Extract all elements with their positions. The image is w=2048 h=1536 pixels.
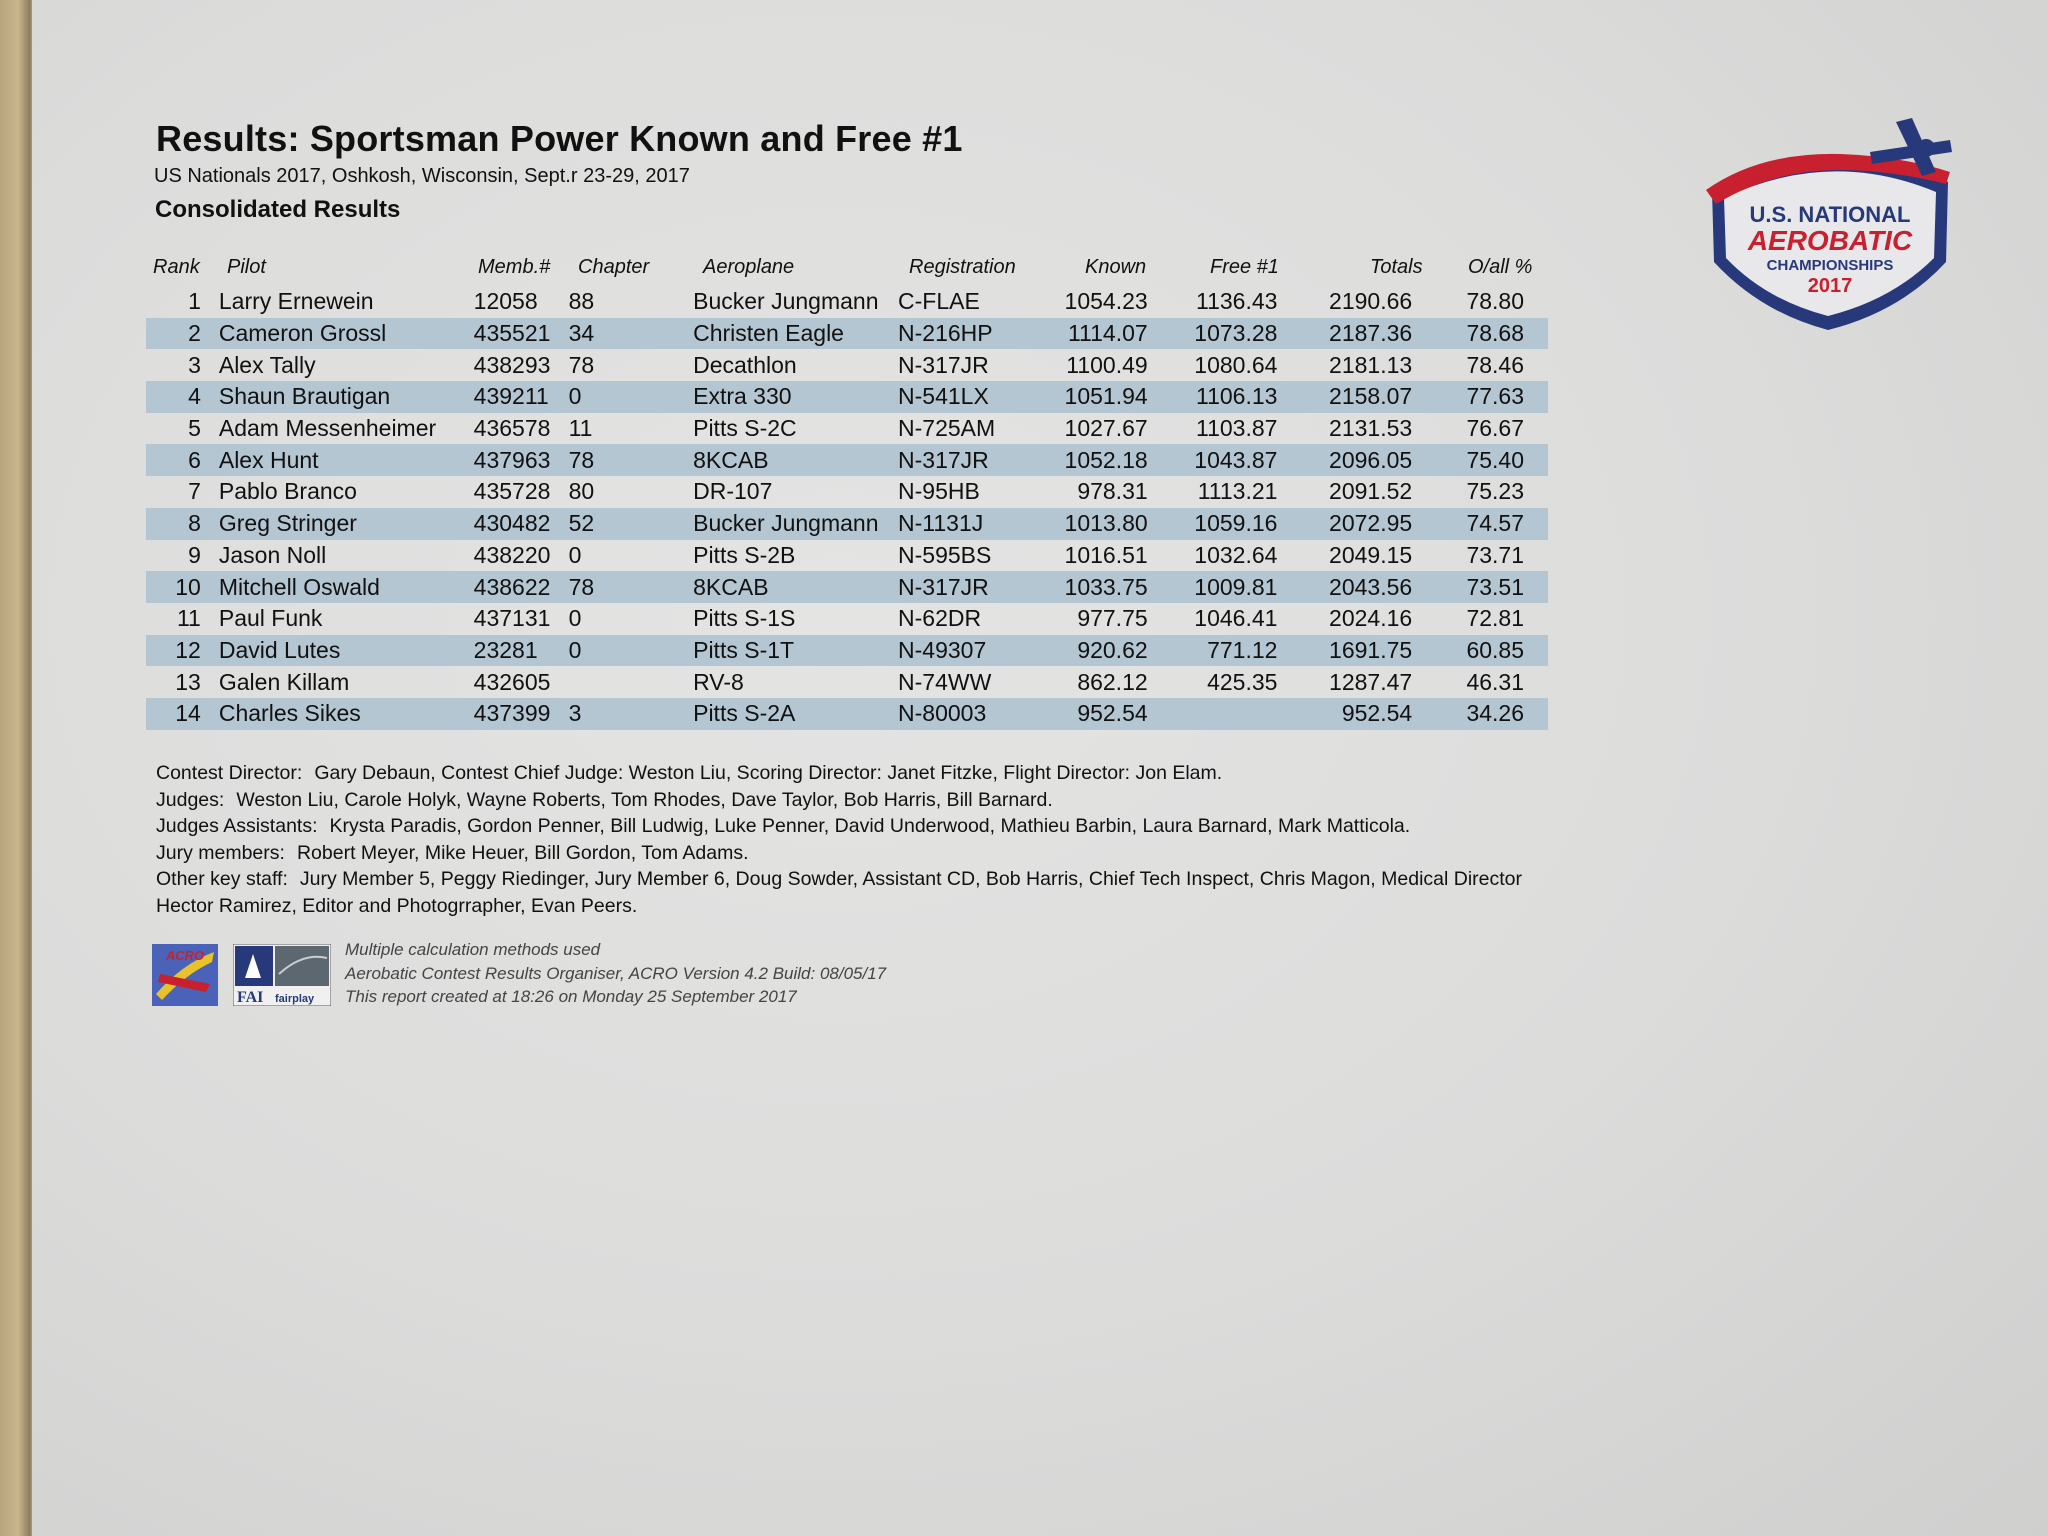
- cell-chapter: 52: [569, 508, 694, 540]
- cell-total: 2131.53: [1329, 415, 1413, 442]
- table-row: [146, 635, 1548, 667]
- cell-total: 2096.05: [1277, 444, 1412, 476]
- results-table: [146, 286, 1548, 730]
- cell-pilot: David Lutes: [211, 635, 474, 667]
- footer-line: Aerobatic Contest Results Organiser, ACRO Version 4.2 Build: 08/05/17: [345, 963, 887, 983]
- table-row: [146, 349, 1548, 381]
- cell-rank: 9: [188, 541, 201, 568]
- cell-chapter: 78: [568, 351, 595, 378]
- cell-free: 1043.87: [1148, 444, 1278, 476]
- footer-line: This report created at 18:26 on Monday 25 September 2017: [345, 987, 797, 1006]
- cell-pilot: Alex Hunt: [211, 444, 474, 476]
- svg-text:ACRO: ACRO: [165, 948, 205, 963]
- staff-line: Judges Assistants: Krysta Paradis, Gordon Penner, Bill Ludwig, Luke Penner, David Underwood, Mathieu Barbin, Laura Barnard, Mark Matticola.: [156, 815, 1411, 837]
- cell-registration: N-725AM: [898, 415, 996, 442]
- cell-rank: 7: [188, 478, 201, 505]
- footer-line: Multiple calculation methods used: [345, 940, 601, 959]
- cell-rank: 11: [176, 605, 201, 632]
- cell-registration: N-95HB: [898, 478, 980, 505]
- cell-rank: 14: [146, 698, 211, 730]
- cell-total: 1691.75: [1277, 635, 1412, 667]
- cell-registration: N-317JR: [898, 351, 989, 378]
- cell-memb: 23281: [474, 635, 569, 667]
- cell-memb: 430482: [474, 508, 569, 540]
- cell-rank: 4: [146, 381, 211, 413]
- cell-aeroplane: Pitts S-2C: [693, 415, 797, 442]
- cell-total: 2158.07: [1277, 381, 1412, 413]
- cell-oall: 77.63: [1412, 381, 1548, 413]
- cell-chapter: 0: [568, 541, 582, 568]
- cell-known: 1052.18: [1028, 444, 1148, 476]
- cell-registration: N-541LX: [898, 381, 1028, 413]
- cell-oall: 46.31: [1466, 668, 1524, 695]
- table-row: [146, 318, 1548, 350]
- cell-pilot: Adam Messenheimer: [218, 415, 437, 442]
- table-row: [146, 698, 1548, 730]
- cell-memb: 437963: [474, 444, 569, 476]
- staff-line: Contest Director: Gary Debaun, Contest Chief Judge: Weston Liu, Scoring Director: Janet Fitzke, Flight Director: Jon Elam.: [156, 762, 1223, 784]
- svg-text:fairplay: fairplay: [275, 993, 315, 1005]
- cell-aeroplane: RV-8: [693, 668, 744, 695]
- cell-registration: N-80003: [898, 698, 1028, 730]
- cell-pilot: Charles Sikes: [211, 698, 474, 730]
- cell-chapter: 0: [568, 605, 582, 632]
- cell-chapter: 0: [569, 381, 694, 413]
- cell-registration: N-1131J: [898, 508, 1028, 540]
- cell-free: 771.12: [1148, 635, 1278, 667]
- report-footer: [345, 938, 886, 1009]
- cell-chapter: 34: [569, 318, 694, 350]
- cell-chapter: 88: [568, 288, 595, 315]
- header-aeroplane: Aeroplane: [703, 256, 795, 278]
- cell-known: 1114.07: [1028, 318, 1148, 350]
- cell-free: 1136.43: [1196, 288, 1278, 315]
- header-registration: Registration: [909, 256, 1016, 278]
- logo-line-3: CHAMPIONSHIPS: [1766, 257, 1894, 274]
- cell-rank: 13: [175, 668, 201, 695]
- cell-aeroplane: Pitts S-1T: [693, 635, 898, 667]
- cell-oall: 75.40: [1412, 444, 1548, 476]
- cell-total: 2024.16: [1329, 605, 1413, 632]
- cell-chapter: 80: [568, 478, 595, 505]
- cell-memb: 437399: [474, 698, 569, 730]
- cell-pilot: Pablo Branco: [218, 478, 357, 505]
- header-known: Known: [1085, 256, 1147, 278]
- cell-aeroplane: Pitts S-1S: [693, 605, 796, 632]
- cell-pilot: Paul Funk: [218, 605, 323, 632]
- acro-logo: [152, 944, 218, 1006]
- cell-registration: C-FLAE: [898, 288, 980, 315]
- cell-oall: 73.51: [1412, 571, 1548, 603]
- table-row: [146, 508, 1548, 540]
- cell-aeroplane: Christen Eagle: [693, 318, 898, 350]
- cell-known: 1033.75: [1028, 571, 1148, 603]
- cell-memb: 437131: [473, 605, 551, 632]
- cell-oall: 34.26: [1412, 698, 1548, 730]
- cell-oall: 78.68: [1412, 318, 1548, 350]
- cell-known: 1013.80: [1028, 508, 1148, 540]
- table-row: [146, 413, 1548, 445]
- cell-pilot: Jason Noll: [218, 541, 327, 568]
- cell-memb: 432605: [473, 668, 551, 695]
- header-chapter: Chapter: [578, 256, 650, 278]
- cell-free: 1106.13: [1148, 381, 1278, 413]
- cell-memb: 438622: [474, 571, 569, 603]
- fai-fairplay-logo: [233, 944, 331, 1006]
- cell-chapter: 78: [569, 571, 694, 603]
- table-row: [146, 286, 1548, 318]
- cell-known: 977.75: [1077, 605, 1148, 632]
- cell-total: 1287.47: [1329, 668, 1413, 695]
- header-free: Free #1: [1210, 256, 1279, 278]
- section-heading: Consolidated Results: [155, 196, 401, 223]
- cell-aeroplane: Bucker Jungmann: [693, 508, 898, 540]
- cell-known: 952.54: [1028, 698, 1148, 730]
- cell-oall: 78.80: [1466, 288, 1524, 315]
- table-row: [146, 476, 1548, 508]
- staff-line: Jury members: Robert Meyer, Mike Heuer, Bill Gordon, Tom Adams.: [156, 841, 749, 864]
- header-rank: Rank: [153, 256, 200, 278]
- cell-aeroplane: Pitts S-2B: [693, 541, 796, 568]
- table-row: [146, 540, 1548, 572]
- cell-memb: 439211: [474, 381, 569, 413]
- cell-memb: 436578: [473, 415, 551, 442]
- cell-known: 862.12: [1077, 668, 1148, 695]
- header-totals: Totals: [1370, 256, 1423, 278]
- table-row: [146, 603, 1548, 635]
- cell-total: 2181.13: [1329, 351, 1413, 378]
- cell-registration: N-74WW: [898, 668, 992, 695]
- cell-free: 1046.41: [1194, 605, 1278, 632]
- cell-rank: 3: [188, 351, 201, 378]
- event-subtitle: US Nationals 2017, Oshkosh, Wisconsin, Sept.r 23-29, 2017: [154, 165, 690, 187]
- cell-memb: 12058: [473, 288, 538, 315]
- cell-pilot: Larry Ernewein: [218, 288, 374, 315]
- cell-registration: N-317JR: [898, 571, 1028, 603]
- cell-known: 1016.51: [1064, 541, 1148, 568]
- cell-oall: 72.81: [1466, 605, 1524, 632]
- cell-pilot: Alex Tally: [218, 351, 316, 378]
- cell-registration: N-595BS: [898, 541, 992, 568]
- cell-total: 2049.15: [1329, 541, 1413, 568]
- staff-list: [156, 760, 1522, 919]
- cell-known: 1100.49: [1066, 351, 1148, 378]
- header-memb: Memb.#: [478, 256, 551, 278]
- cell-total: 2091.52: [1329, 478, 1413, 505]
- logo-line-2: AEROBATIC: [1747, 225, 1913, 256]
- cell-chapter: 78: [569, 444, 694, 476]
- cell-pilot: Cameron Grossl: [211, 318, 474, 350]
- cell-chapter: [569, 666, 694, 698]
- cell-registration: N-62DR: [898, 605, 982, 632]
- cell-oall: 74.57: [1412, 508, 1548, 540]
- cell-registration: N-216HP: [898, 318, 1028, 350]
- cell-rank: 5: [188, 415, 201, 442]
- cell-known: 1051.94: [1028, 381, 1148, 413]
- cell-rank: 10: [146, 571, 211, 603]
- cell-oall: 78.46: [1466, 351, 1524, 378]
- cell-total: 2187.36: [1277, 318, 1412, 350]
- cell-rank: 6: [146, 444, 211, 476]
- cell-pilot: Mitchell Oswald: [211, 571, 474, 603]
- logo-line-4: 2017: [1807, 275, 1853, 297]
- cell-chapter: 11: [568, 415, 593, 442]
- cell-aeroplane: Pitts S-2A: [693, 698, 898, 730]
- cell-aeroplane: Extra 330: [693, 381, 898, 413]
- cell-aeroplane: 8KCAB: [693, 571, 898, 603]
- staff-line: Judges: Weston Liu, Carole Holyk, Wayne Roberts, Tom Rhodes, Dave Taylor, Bob Harris, Bill Barnard.: [156, 788, 1053, 811]
- table-row: [146, 666, 1548, 698]
- svg-text:FAI: FAI: [237, 989, 264, 1006]
- cell-rank: 1: [188, 288, 201, 315]
- cell-memb: 438293: [473, 351, 551, 378]
- cell-oall: 75.23: [1466, 478, 1524, 505]
- cell-oall: 73.71: [1466, 541, 1524, 568]
- cell-known: 1027.67: [1064, 415, 1148, 442]
- cell-rank: 8: [146, 508, 211, 540]
- cell-free: 425.35: [1207, 668, 1278, 695]
- cell-memb: 438220: [473, 541, 551, 568]
- staff-line: Other key staff: Jury Member 5, Peggy Riedinger, Jury Member 6, Doug Sowder, Assistant CD, Bob Harris, Chief Tech Inspect, Chris Magon, Medical Director: [156, 868, 1523, 890]
- header-pilot: Pilot: [227, 256, 266, 278]
- cell-free: 1113.21: [1197, 478, 1278, 505]
- cell-aeroplane: 8KCAB: [693, 444, 898, 476]
- cell-free: 1009.81: [1148, 571, 1278, 603]
- cell-aeroplane: Bucker Jungmann: [693, 288, 879, 315]
- cell-known: 920.62: [1028, 635, 1148, 667]
- cell-known: 978.31: [1077, 478, 1148, 505]
- cell-registration: N-49307: [898, 635, 1028, 667]
- cell-rank: 12: [146, 635, 211, 667]
- logo-line-1: U.S. NATIONAL: [1749, 202, 1911, 227]
- cell-aeroplane: Decathlon: [693, 351, 797, 378]
- cell-pilot: Galen Killam: [218, 668, 350, 695]
- championships-logo: [1700, 112, 1960, 332]
- cell-known: 1054.23: [1064, 288, 1148, 315]
- cell-total: 2072.95: [1277, 508, 1412, 540]
- cell-total: 2043.56: [1277, 571, 1412, 603]
- cell-free: 1032.64: [1194, 541, 1278, 568]
- table-row: [146, 381, 1548, 413]
- cell-aeroplane: DR-107: [693, 478, 773, 505]
- table-row: [146, 444, 1548, 476]
- cell-oall: 60.85: [1412, 635, 1548, 667]
- cell-memb: 435521: [474, 318, 569, 350]
- cell-pilot: Greg Stringer: [211, 508, 474, 540]
- cell-free: [1148, 698, 1278, 730]
- cell-pilot: Shaun Brautigan: [211, 381, 474, 413]
- header-oall: O/all %: [1468, 256, 1533, 278]
- cell-free: 1073.28: [1148, 318, 1278, 350]
- cell-chapter: 3: [569, 698, 694, 730]
- table-row: [146, 571, 1548, 603]
- cell-free: 1080.64: [1194, 351, 1278, 378]
- cell-memb: 435728: [473, 478, 551, 505]
- cell-registration: N-317JR: [898, 444, 1028, 476]
- cell-total: 952.54: [1277, 698, 1412, 730]
- page-title: Results: Sportsman Power Known and Free #1: [156, 118, 963, 159]
- cell-rank: 2: [146, 318, 211, 350]
- cell-free: 1103.87: [1196, 415, 1278, 442]
- cell-oall: 76.67: [1466, 415, 1524, 442]
- cell-free: 1059.16: [1148, 508, 1278, 540]
- cell-chapter: 0: [569, 635, 694, 667]
- staff-line: Hector Ramirez, Editor and Photogrrapher, Evan Peers.: [156, 894, 638, 917]
- cell-total: 2190.66: [1329, 288, 1413, 315]
